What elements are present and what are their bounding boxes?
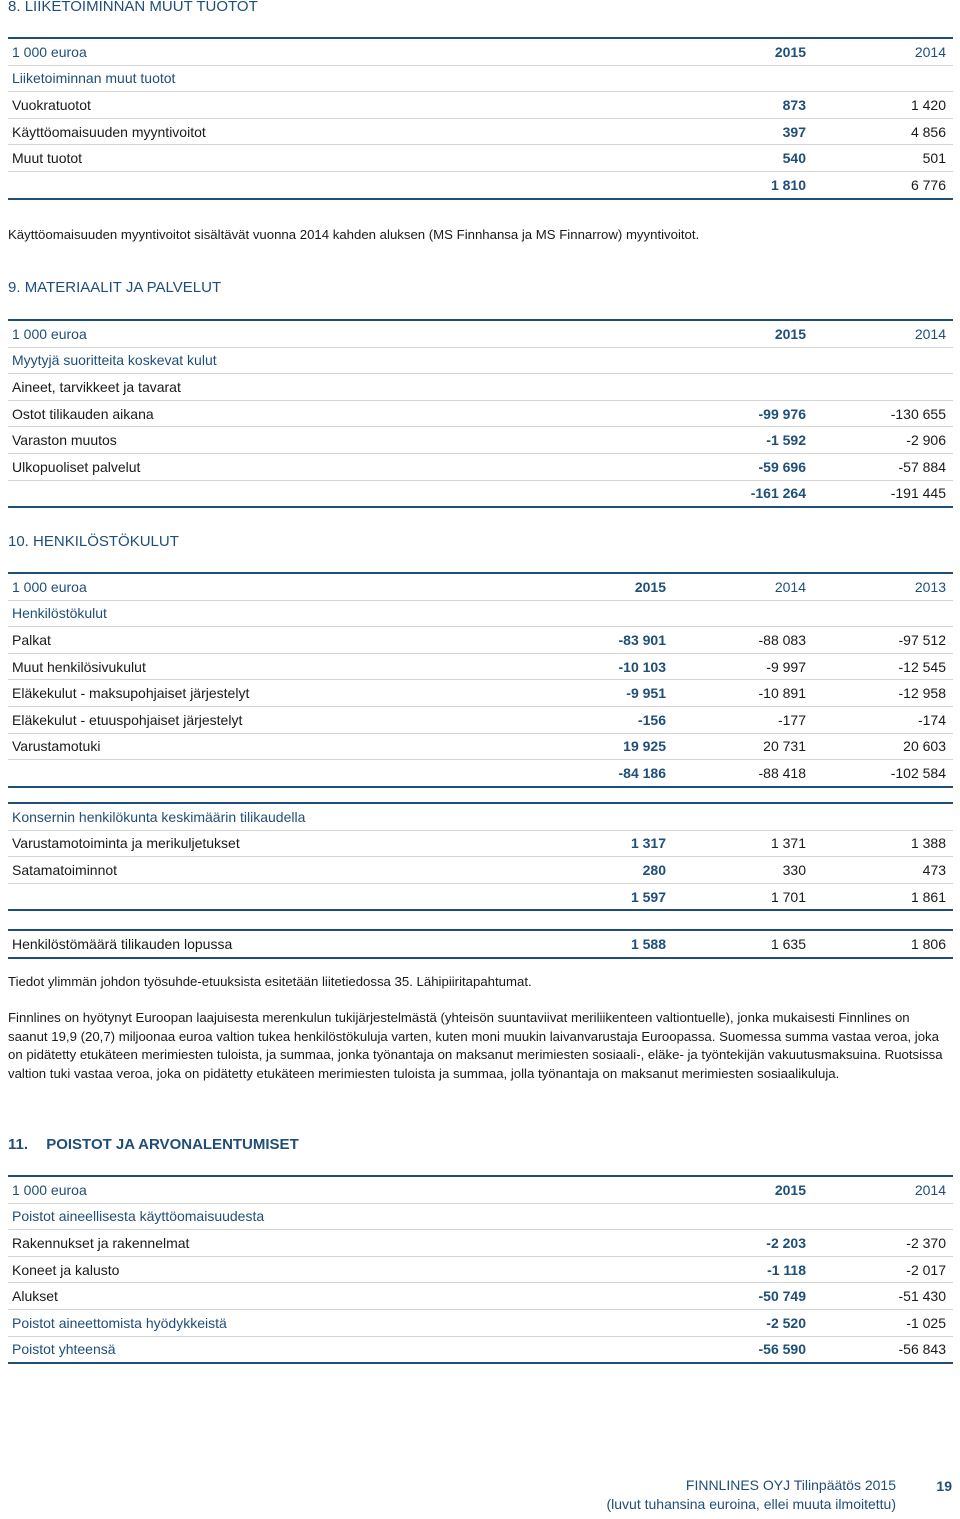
row-label: Satamatoiminnot	[12, 861, 118, 878]
section-10-title: HENKILÖSTÖKULUT	[33, 533, 179, 550]
intangible-row	[8, 1309, 953, 1336]
total-2014: -56 843	[898, 1341, 946, 1358]
year-2015-header: 2015	[774, 325, 806, 342]
table-row	[8, 733, 953, 760]
value-2015: -50 749	[758, 1288, 806, 1305]
table-row	[8, 680, 953, 707]
value-2014: -130 655	[890, 405, 946, 422]
value-2015: -83 901	[618, 631, 666, 648]
value-2014: -2 370	[906, 1234, 946, 1251]
total-2013: 1 861	[910, 888, 947, 905]
value-2015: 280	[642, 861, 666, 878]
category-row	[8, 65, 953, 92]
value-2015: 1 317	[630, 835, 666, 852]
row-label: Henkilöstömäärä tilikauden lopussa	[12, 935, 233, 952]
value-2014: -1 025	[906, 1314, 946, 1331]
value-2014: 20 731	[763, 738, 806, 755]
row-label: Eläkekulut - maksupohjaiset järjestelyt	[12, 685, 250, 702]
value-2014: -10 891	[758, 685, 806, 702]
table-row	[8, 1230, 953, 1257]
table-row	[8, 1256, 953, 1283]
year-2014-header: 2014	[914, 325, 946, 342]
row-label: Varustamotuki	[12, 738, 101, 755]
row-label: Ostot tilikauden aikana	[12, 405, 154, 422]
section-10-note-2: Finnlines on hyötynyt Euroopan laajuisesta merenkulun tukijärjestelmästä (yhteisön suuntaviivat meriliikenteen valtiontuelle), jonka mukaisesti Finnlines on saanut 19,9 (20,7) miljoonaa euroa valtion tukea henkilöstökuluja varten, kuten moni muukin laivanvarustaja Euroopassa. Suomessa summa vastaa veroa, joka on pidätetty etukäteen merimiesten tuloista, ja summaa, jonka työnantaja on maksanut merimiesten sosiaali-, eläke- ja työntekijän vakuutusmaksuina. Ruotsissa valtion tuki vastaa veroa, joka on pidätetty etukäteen merimiesten tuloista ja summaa, jolla työnantaja on maksanut merimiesten sosiaalikuluja.	[8, 1010, 943, 1081]
staff-heading-row	[8, 803, 953, 830]
table-depreciation	[8, 1175, 953, 1364]
row-label: Poistot yhteensä	[12, 1341, 116, 1358]
row-label: Käyttöomaisuuden myyntivoitot	[12, 123, 206, 140]
row-label: Muut tuotot	[12, 150, 83, 167]
staff-heading: Konsernin henkilökunta keskimäärin tilikaudella	[12, 808, 306, 825]
value-2014: 4 856	[910, 123, 946, 140]
row-label: Poistot aineettomista hyödykkeistä	[12, 1314, 227, 1331]
total-2014: -191 445	[890, 485, 946, 502]
row-label: Muut henkilösivukulut	[12, 658, 146, 675]
section-8-title: LIIKETOIMINNAN MUUT TUOTOT	[24, 0, 258, 15]
table-other-operating-income	[8, 37, 953, 200]
subcategory-label: Aineet, tarvikkeet ja tavarat	[12, 378, 181, 395]
value-2015: -2 520	[766, 1314, 806, 1331]
value-2015: 1 588	[630, 935, 666, 952]
table-row	[8, 653, 953, 680]
table-row	[8, 92, 953, 119]
category-row	[8, 1203, 953, 1230]
table-row	[8, 427, 953, 454]
table-row	[8, 118, 953, 145]
subcategory-row	[8, 374, 953, 401]
total-2013: -102 584	[890, 764, 946, 781]
value-2014: -2 906	[906, 432, 946, 449]
section-10-note-1: Tiedot ylimmän johdon työsuhde-etuuksista esitetään liitetiedossa 35. Lähipiiritapahtumat.	[8, 974, 532, 989]
row-label: Rakennukset ja rakennelmat	[12, 1234, 190, 1251]
row-label: Ulkopuoliset palvelut	[12, 458, 141, 475]
value-2015: -156	[637, 711, 666, 728]
category-row	[8, 600, 953, 627]
footer-company: FINNLINES OYJ Tilinpäätös 2015	[685, 1477, 896, 1493]
table-row	[8, 857, 953, 884]
total-row	[8, 171, 953, 198]
table-row	[8, 706, 953, 733]
section-10-number: 10.	[8, 533, 29, 550]
table-row	[8, 145, 953, 172]
unit-label: 1 000 euroa	[12, 1181, 87, 1198]
total-row	[8, 760, 953, 787]
total-2015: -84 186	[618, 764, 666, 781]
value-2015: 873	[782, 96, 806, 113]
page-footer	[607, 1476, 897, 1514]
year-2015-header: 2015	[774, 1181, 806, 1198]
category-label: Myytyjä suoritteita koskevat kulut	[12, 352, 217, 369]
value-2015: -99 976	[758, 405, 806, 422]
unit-label: 1 000 euroa	[12, 325, 87, 342]
category-label: Liiketoiminnan muut tuotot	[12, 70, 176, 87]
table-staff-average	[8, 802, 953, 911]
value-2014: 1 635	[770, 935, 806, 952]
value-2014: 501	[922, 150, 946, 167]
table-row	[8, 1283, 953, 1310]
total-row	[8, 480, 953, 507]
table-headcount	[8, 929, 953, 959]
value-2015: -10 103	[618, 658, 666, 675]
value-2015: -1 118	[767, 1261, 806, 1278]
headcount-row	[8, 930, 953, 958]
section-9-title: MATERIAALIT JA PALVELUT	[24, 279, 222, 296]
value-2014: -177	[777, 711, 806, 728]
table-materials-services	[8, 319, 953, 508]
value-2013: 473	[922, 861, 947, 878]
row-label: Alukset	[12, 1288, 58, 1305]
table-header-row	[8, 38, 953, 65]
page-number: 19	[936, 1478, 952, 1494]
value-2014: 1 371	[770, 835, 806, 852]
unit-label: 1 000 euroa	[12, 43, 87, 60]
year-2014-header: 2014	[914, 1181, 946, 1198]
value-2014: -88 083	[758, 631, 806, 648]
value-2015: 19 925	[623, 738, 666, 755]
section-11-heading	[8, 1136, 299, 1153]
table-row	[8, 453, 953, 480]
value-2013: -97 512	[898, 631, 946, 648]
total-row	[8, 1336, 953, 1363]
table-row	[8, 830, 953, 857]
table-header-row	[8, 1176, 953, 1203]
value-2013: 1 388	[910, 835, 947, 852]
value-2015: -59 696	[758, 458, 806, 475]
unit-label: 1 000 euroa	[12, 578, 87, 595]
value-2013: -12 958	[898, 685, 946, 702]
category-label: Poistot aineellisesta käyttöomaisuudesta	[12, 1208, 265, 1225]
year-2015-header: 2015	[774, 43, 806, 60]
total-row	[8, 883, 953, 910]
total-2014: -88 418	[758, 764, 806, 781]
year-2013-header: 2013	[914, 578, 946, 595]
table-header-row	[8, 320, 953, 347]
value-2013: -12 545	[898, 658, 946, 675]
total-2014: 1 701	[770, 888, 806, 905]
value-2015: -1 592	[766, 432, 806, 449]
year-2014-header: 2014	[914, 43, 946, 60]
value-2013: 20 603	[903, 738, 946, 755]
row-label: Eläkekulut - etuuspohjaiset järjestelyt	[12, 711, 243, 728]
value-2014: -57 884	[898, 458, 946, 475]
table-personnel-expenses	[8, 572, 953, 788]
table-row	[8, 627, 953, 654]
total-2015: 1 597	[630, 888, 666, 905]
table-row	[8, 400, 953, 427]
row-label: Varaston muutos	[12, 432, 117, 449]
footer-note: (luvut tuhansina euroina, ellei muuta ilmoitettu)	[606, 1496, 896, 1512]
section-8-note: Käyttöomaisuuden myyntivoitot sisältävät vuonna 2014 kahden aluksen (MS Finnhansa ja MS Finnarrow) myyntivoitot.	[8, 227, 700, 242]
section-8-heading	[8, 0, 258, 15]
row-label: Vuokratuotot	[12, 96, 91, 113]
value-2014: 330	[782, 861, 806, 878]
value-2015: -9 951	[626, 685, 666, 702]
section-10-heading	[8, 533, 179, 550]
total-2015: -56 590	[758, 1341, 806, 1358]
year-2015-header: 2015	[634, 578, 666, 595]
row-label: Palkat	[12, 631, 51, 648]
section-9-number: 9.	[8, 279, 21, 296]
value-2013: 1 806	[910, 935, 946, 952]
value-2015: 540	[782, 150, 806, 167]
section-11-title: POISTOT JA ARVONALENTUMISET	[46, 1136, 299, 1153]
total-2015: 1 810	[770, 176, 806, 193]
section-8-number: 8.	[8, 0, 21, 15]
value-2013: -174	[917, 711, 946, 728]
value-2014: 1 420	[910, 96, 946, 113]
value-2014: -9 997	[766, 658, 806, 675]
row-label: Koneet ja kalusto	[12, 1261, 120, 1278]
section-9-heading	[8, 279, 221, 296]
total-2014: 6 776	[910, 176, 946, 193]
category-row	[8, 347, 953, 374]
section-11-number: 11.	[8, 1136, 29, 1153]
year-2014-header: 2014	[774, 578, 806, 595]
value-2015: -2 203	[766, 1234, 806, 1251]
category-label: Henkilöstökulut	[12, 605, 107, 622]
total-2015: -161 264	[750, 485, 806, 502]
table-header-row	[8, 573, 953, 600]
row-label: Varustamotoiminta ja merikuljetukset	[12, 835, 240, 852]
value-2015: 397	[782, 123, 806, 140]
value-2014: -2 017	[906, 1261, 946, 1278]
value-2014: -51 430	[898, 1288, 946, 1305]
